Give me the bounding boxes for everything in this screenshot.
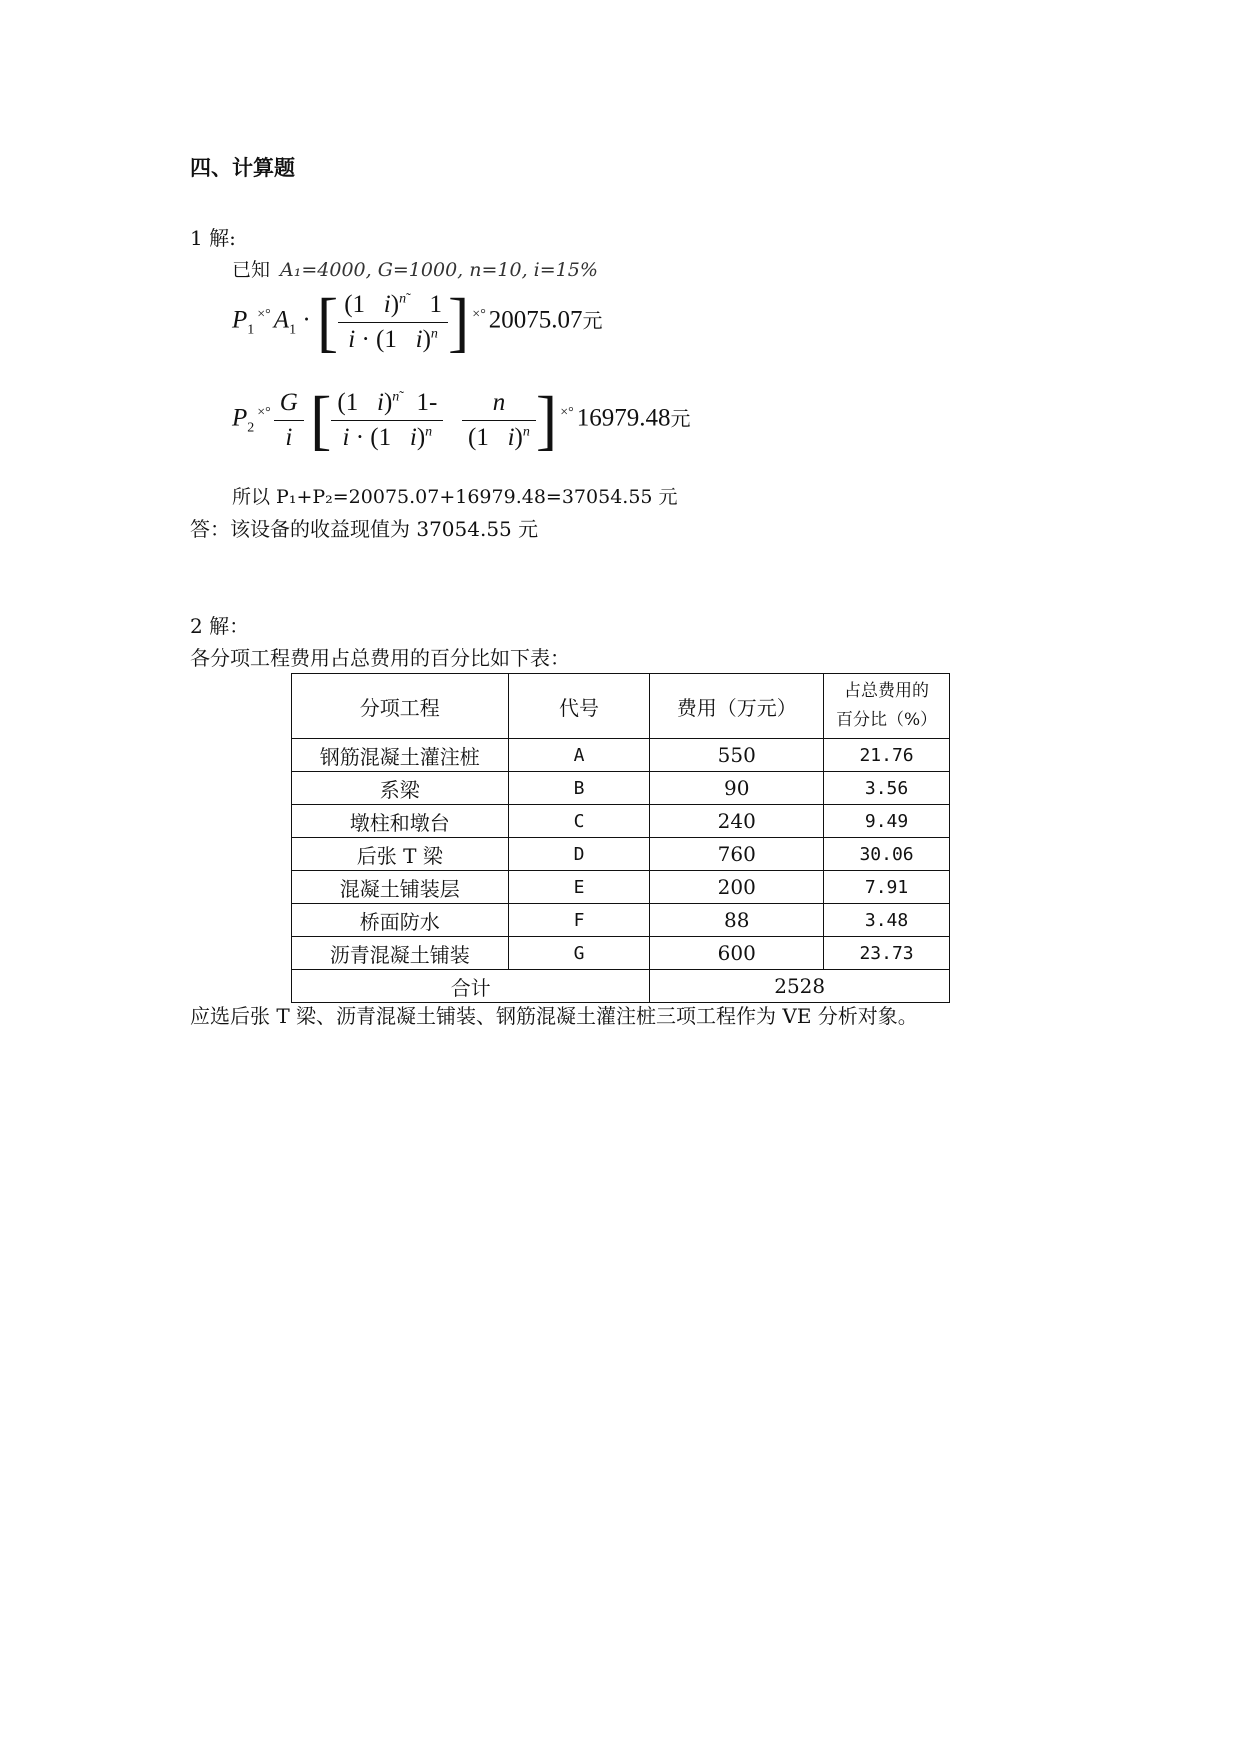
cell-cost: 240 bbox=[650, 805, 824, 838]
cell-name: 混凝土铺装层 bbox=[292, 871, 509, 904]
cell-code: A bbox=[508, 739, 650, 772]
equation-p1: $P_1^{\times^\circ}$ $A_1$ · [ $\frac{(1 i)^{n˜} 1}{i \cdot (1 i)^n}$ ] ×° 20075.07元 bbox=[232, 284, 603, 359]
table-header-row bbox=[292, 674, 950, 739]
header-code: 代号 bbox=[508, 674, 650, 739]
header-percent-line2: 百分比（%） bbox=[835, 710, 938, 730]
q1-answer: 答：该设备的收益现值为 37054.55 元 bbox=[190, 517, 539, 541]
q1-sum-line: 所以 P₁+P₂=20075.07+16979.48=37054.55 元 bbox=[232, 486, 678, 508]
table-row bbox=[292, 739, 950, 772]
cell-cost: 200 bbox=[650, 871, 824, 904]
cell-percent: 23.73 bbox=[824, 937, 950, 970]
table-total-row bbox=[292, 970, 950, 1003]
cell-code: B bbox=[508, 772, 650, 805]
cell-name: 系梁 bbox=[292, 772, 509, 805]
cell-percent: 3.56 bbox=[824, 772, 950, 805]
equation-p2: $P_2^{\times^\circ}$ $\frac{G}{i}$ [ $\frac{(1 i)^{n˜} 1-}{i \cdot (1 i)^n}$ $\frac{n}{(1 i)^n}$ ] ×° 16979.48元 bbox=[232, 382, 691, 457]
cell-cost: 90 bbox=[650, 772, 824, 805]
eq1-unit: 元 bbox=[582, 308, 603, 333]
cell-code: C bbox=[508, 805, 650, 838]
cell-percent: 3.48 bbox=[824, 904, 950, 937]
q1-given bbox=[232, 255, 598, 282]
table-row bbox=[292, 772, 950, 805]
table-row bbox=[292, 937, 950, 970]
cell-code: D bbox=[508, 838, 650, 871]
table-row bbox=[292, 871, 950, 904]
table-row bbox=[292, 805, 950, 838]
cell-name: 沥青混凝土铺装 bbox=[292, 937, 509, 970]
cell-code: F bbox=[508, 904, 650, 937]
cell-name: 桥面防水 bbox=[292, 904, 509, 937]
cell-code: G bbox=[508, 937, 650, 970]
table-row bbox=[292, 904, 950, 937]
cell-percent: 30.06 bbox=[824, 838, 950, 871]
eq1-result: 20075.07 bbox=[488, 306, 583, 334]
eq2-unit: 元 bbox=[670, 406, 691, 431]
total-value: 2528 bbox=[650, 970, 950, 1003]
cell-name: 钢筋混凝土灌注桩 bbox=[292, 739, 509, 772]
section-title: 四、计算题 bbox=[190, 156, 295, 180]
cell-cost: 550 bbox=[650, 739, 824, 772]
header-percent bbox=[824, 674, 950, 739]
cell-percent: 9.49 bbox=[824, 805, 950, 838]
q2-label: 2 解： bbox=[190, 614, 250, 638]
cell-cost: 88 bbox=[650, 904, 824, 937]
total-label: 合计 bbox=[292, 970, 650, 1003]
cell-name: 后张 T 梁 bbox=[292, 838, 509, 871]
q2-intro: 各分项工程费用占总费用的百分比如下表： bbox=[190, 646, 570, 670]
cell-cost: 600 bbox=[650, 937, 824, 970]
eq2-result: 16979.48 bbox=[576, 404, 671, 432]
cell-name: 墩柱和墩台 bbox=[292, 805, 509, 838]
table-row bbox=[292, 838, 950, 871]
cell-percent: 21.76 bbox=[824, 739, 950, 772]
q1-label: 1 解: bbox=[190, 226, 236, 250]
q1-given-vars: A₁=4000, G=1000, n=10, i=15% bbox=[280, 259, 598, 281]
cell-code: E bbox=[508, 871, 650, 904]
cell-percent: 7.91 bbox=[824, 871, 950, 904]
cost-table bbox=[291, 673, 950, 1003]
header-percent-line1: 占总费用的 bbox=[844, 681, 930, 701]
header-cost: 费用（万元） bbox=[650, 674, 824, 739]
header-item: 分项工程 bbox=[292, 674, 509, 739]
q1-given-prefix: 已知 bbox=[232, 259, 271, 281]
cell-cost: 760 bbox=[650, 838, 824, 871]
q2-conclusion: 应选后张 T 梁、沥青混凝土铺装、钢筋混凝土灌注桩三项工程作为 VE 分析对象。 bbox=[190, 1004, 918, 1028]
